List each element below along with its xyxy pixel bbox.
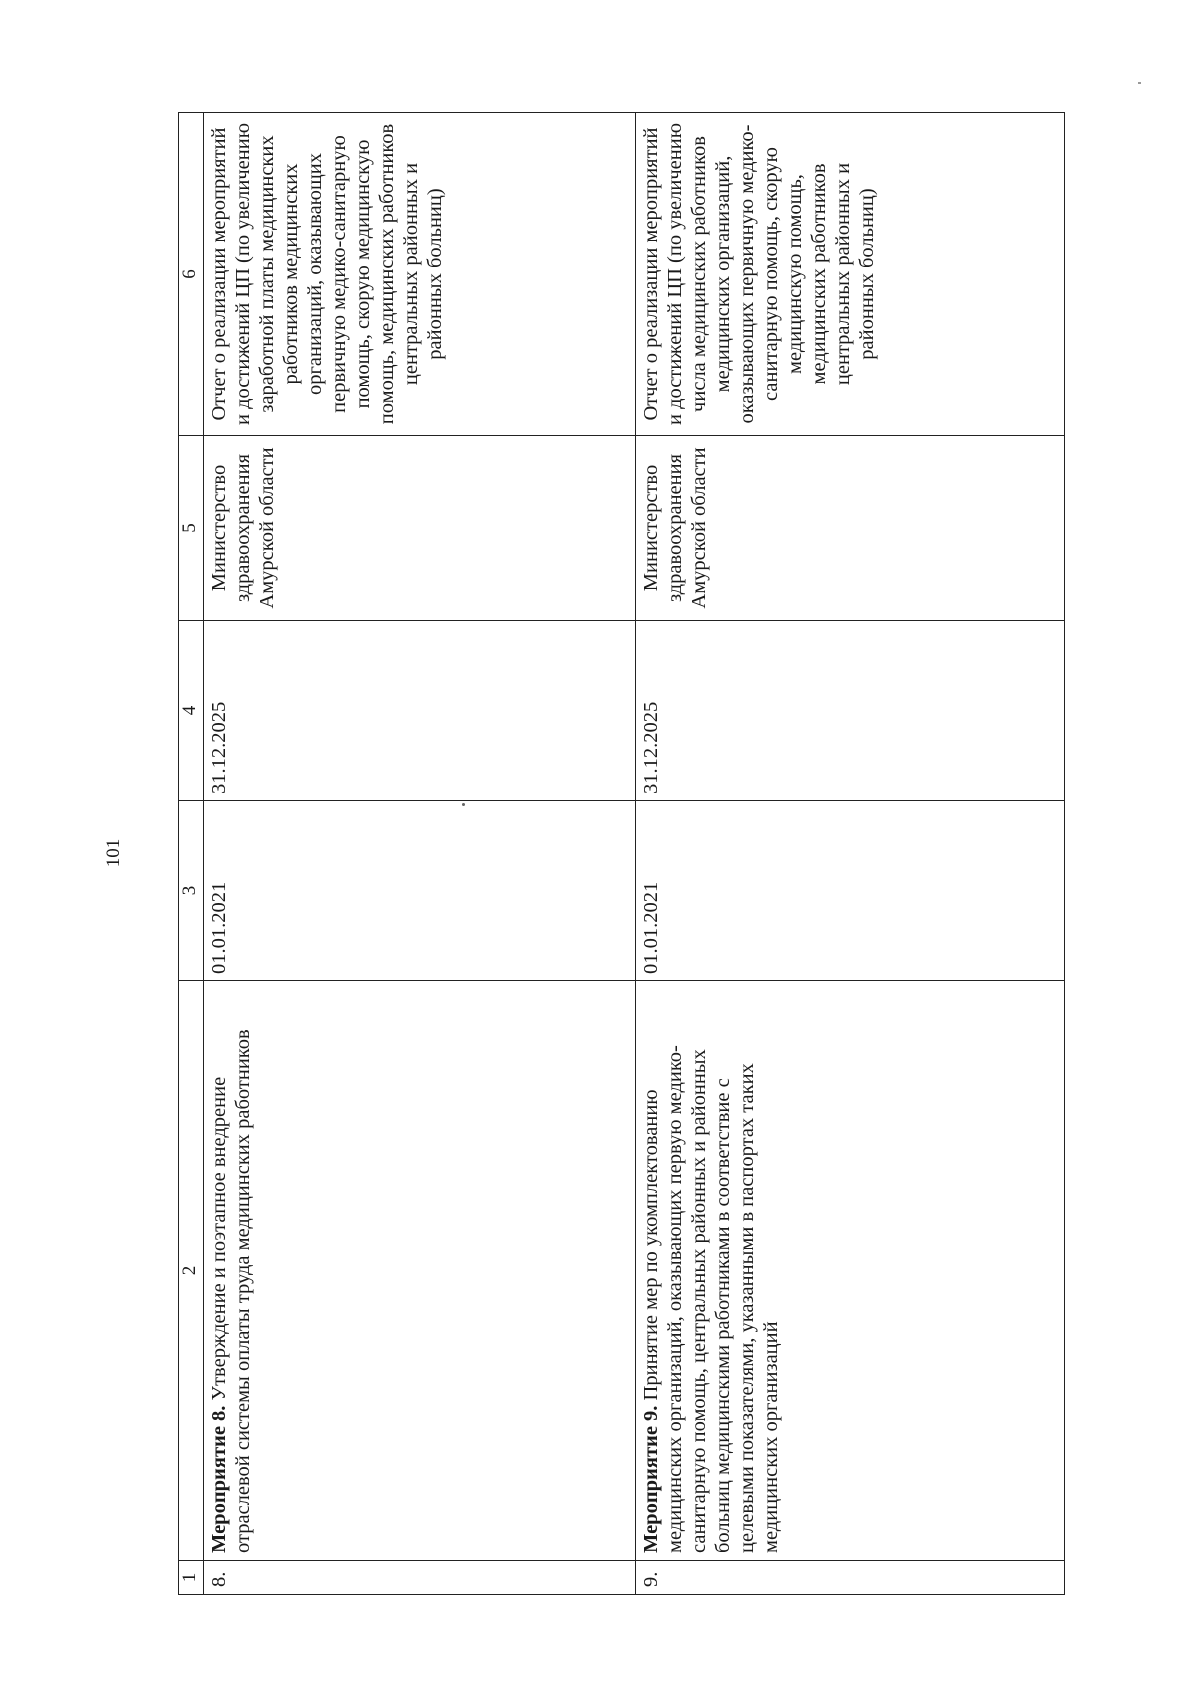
events-table	[178, 112, 1065, 1595]
event-text: Принятие мер по укомплектованию медицинских организаций, оказывающих первую медико-санитарную помощь, центральных районных и районных больниц медицинскими работниками в соответствие с целевыми показателями, указанными в паспортах таких медицинских организаций	[640, 1045, 782, 1553]
header-cell: 5	[179, 436, 204, 621]
table-header-row	[179, 113, 204, 1595]
event-description	[204, 981, 636, 1561]
page-number: 101	[103, 838, 124, 868]
start-date: 01.01.2021	[204, 801, 636, 981]
rotated-table-wrapper	[178, 113, 1065, 1595]
row-number: 9.	[636, 1561, 1065, 1595]
end-date: 31.12.2025	[204, 621, 636, 801]
executor: Министерство здравоохранения Амурской области	[204, 436, 636, 621]
header-cell: 2	[179, 981, 204, 1561]
table-row	[636, 113, 1065, 1595]
event-title: Мероприятие 9.	[640, 1405, 662, 1553]
table-row	[204, 113, 636, 1595]
result: Отчет о реализации мероприятий и достижений ЦП (по увеличению числа медицинских работников медицинских организаций, оказывающих первичную медико-санитарную помощь, скорую медицинскую помощь, медицинских работников центральных районных и районных больниц)	[636, 113, 1065, 436]
event-title: Мероприятие 8.	[208, 1405, 230, 1553]
header-cell: 3	[179, 801, 204, 981]
end-date: 31.12.2025	[636, 621, 1065, 801]
event-description	[636, 981, 1065, 1561]
scan-artifact	[1138, 82, 1141, 84]
executor: Министерство здравоохранения Амурской области	[636, 436, 1065, 621]
result: Отчет о реализации мероприятий и достижений ЦП (по увеличению заработной платы медицинских работников медицинских организаций, оказывающих первичную медико-санитарную помощь, скорую медицинскую помощь, медицинских работников центральных районных и районных больниц)	[204, 113, 636, 436]
header-cell: 4	[179, 621, 204, 801]
header-cell: 1	[179, 1561, 204, 1595]
event-text: Утверждение и поэтапное внедрение отраслевой системы оплаты труда медицинских работников	[208, 1029, 254, 1553]
start-date: 01.01.2021	[636, 801, 1065, 981]
row-number: 8.	[204, 1561, 636, 1595]
header-cell: 6	[179, 113, 204, 436]
